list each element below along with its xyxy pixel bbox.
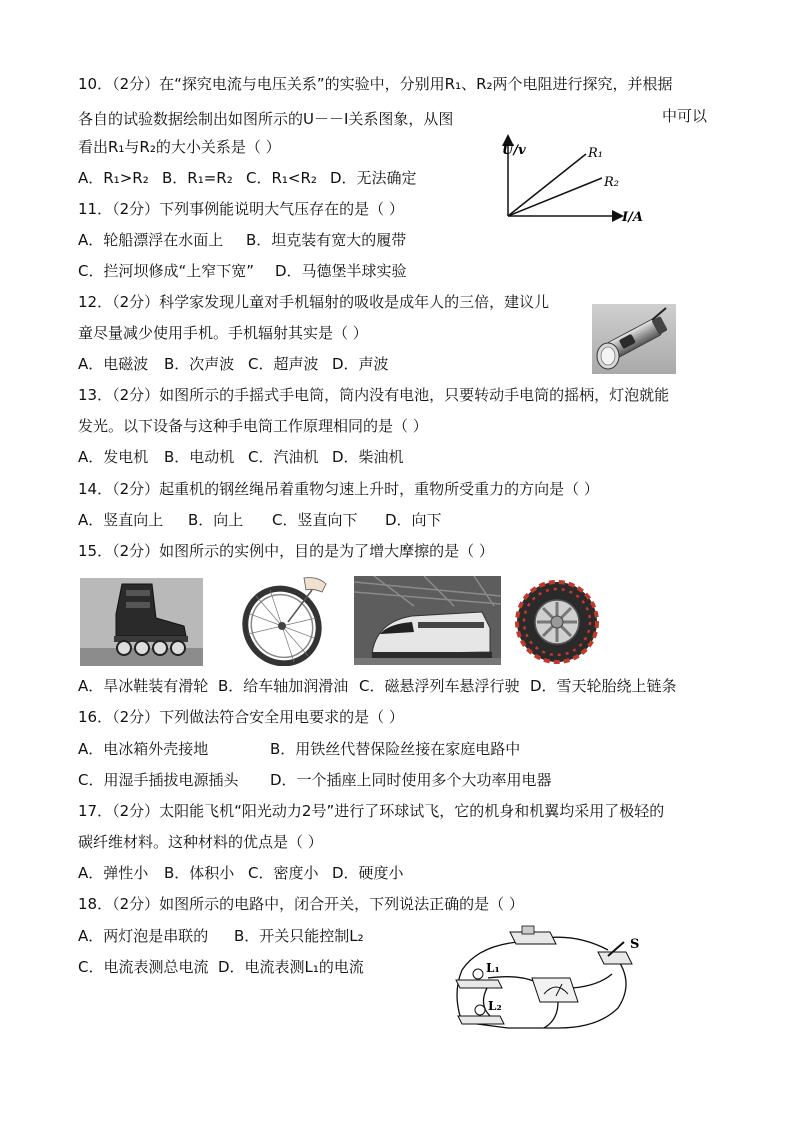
q15-option-c[interactable]: C．磁悬浮列车悬浮行驶	[359, 677, 520, 695]
q11-option-b[interactable]: B．坦克装有宽大的履带	[246, 231, 407, 249]
tire-chain-image	[512, 576, 602, 668]
q10-line-1: 10．（2分）在“探究电流与电压关系”的实验中，分别用R₁、R₂两个电阻进行探究，并根据	[78, 75, 673, 93]
q16-option-c[interactable]: C．用湿手插拔电源插头	[78, 771, 239, 789]
q17-option-a[interactable]: A．弹性小	[78, 864, 149, 882]
q12-option-b[interactable]: B．次声波	[164, 355, 235, 373]
q10-option-b[interactable]: B．R₁=R₂	[162, 169, 233, 187]
q15-option-d[interactable]: D．雪天轮胎绕上链条	[530, 677, 677, 695]
q18-option-d[interactable]: D．电流表测L₁的电流	[218, 958, 364, 976]
q10-line-3: 看出R₁与R₂的大小关系是（ ）	[78, 138, 281, 156]
circuit-lamp1-label: L₁	[486, 961, 500, 975]
q11-option-c[interactable]: C．拦河坝修成“上窄下宽”	[78, 262, 255, 280]
graph-r2-line	[508, 178, 602, 216]
q13-line-2: 发光。以下设备与这种手电筒工作原理相同的是（ ）	[78, 417, 428, 435]
q13-option-b[interactable]: B．电动机	[164, 448, 235, 466]
graph-r2-label: R₂	[604, 175, 619, 190]
q11-line-1: 11．（2分）下列事例能说明大气压存在的是（ ）	[78, 200, 404, 218]
q11-option-a[interactable]: A．轮船漂浮在水面上	[78, 231, 224, 249]
q16-option-d[interactable]: D．一个插座上同时使用多个大功率用电器	[270, 771, 552, 789]
q14-option-b[interactable]: B．向上	[188, 511, 244, 529]
q14-option-a[interactable]: A．竖直向上	[78, 511, 164, 529]
q13-line-1: 13．（2分）如图所示的手摇式手电筒，筒内没有电池，只要转动手电筒的摇柄，灯泡就能	[78, 386, 670, 404]
q17-option-b[interactable]: B．体积小	[164, 864, 235, 882]
q15-option-b[interactable]: B．给车轴加润滑油	[218, 677, 349, 695]
q14-option-c[interactable]: C．竖直向下	[272, 511, 358, 529]
graph-r1-line	[508, 154, 586, 216]
q12-option-a[interactable]: A．电磁波	[78, 355, 149, 373]
q12-line-1: 12．（2分）科学家发现儿童对手机辐射的吸收是成年人的三倍，建议儿	[78, 293, 550, 311]
graph-y-label: U/v	[502, 143, 526, 158]
q18-line-1: 18．（2分）如图所示的电路中，闭合开关，下列说法正确的是（ ）	[78, 895, 524, 913]
maglev-train-image	[354, 576, 501, 665]
q18-option-b[interactable]: B．开关只能控制L₂	[234, 927, 364, 945]
flashlight-image	[592, 304, 676, 374]
q14-option-d[interactable]: D．向下	[385, 511, 442, 529]
bicycle-wheel-image	[226, 574, 344, 666]
q12-option-c[interactable]: C．超声波	[248, 355, 319, 373]
circuit-lamp2-label: L₂	[488, 999, 502, 1013]
circuit-diagram	[448, 924, 648, 1032]
roller-skate-image	[80, 578, 203, 666]
q10-line-2-tail: 中可以	[662, 107, 708, 125]
q17-line-2: 碳纤维材料。这种材料的优点是（ ）	[78, 833, 323, 851]
q13-option-d[interactable]: D．柴油机	[332, 448, 404, 466]
graph-r1-label: R₁	[588, 146, 603, 161]
q10-option-c[interactable]: C．R₁<R₂	[246, 169, 317, 187]
q17-option-c[interactable]: C．密度小	[248, 864, 319, 882]
q15-line-1: 15．（2分）如图所示的实例中，目的是为了增大摩擦的是（ ）	[78, 542, 494, 560]
graph-x-label: I/A	[622, 210, 643, 224]
q17-line-1: 17．（2分）太阳能飞机“阳光动力2号”进行了环球试飞，它的机身和机翼均采用了极轻的	[78, 802, 665, 820]
q10-option-d[interactable]: D．无法确定	[330, 169, 417, 187]
q12-line-2: 童尽量减少使用手机。手机辐射其实是（ ）	[78, 324, 368, 342]
q18-option-c[interactable]: C．电流表测总电流	[78, 958, 209, 976]
q13-option-c[interactable]: C．汽油机	[248, 448, 319, 466]
q15-option-a[interactable]: A．旱冰鞋装有滑轮	[78, 677, 209, 695]
q10-option-a[interactable]: A．R₁>R₂	[78, 169, 149, 187]
q16-line-1: 16．（2分）下列做法符合安全用电要求的是（ ）	[78, 708, 404, 726]
q18-option-a[interactable]: A．两灯泡是串联的	[78, 927, 209, 945]
q14-line-1: 14．（2分）起重机的钢丝绳吊着重物匀速上升时，重物所受重力的方向是（ ）	[78, 480, 599, 498]
q17-option-d[interactable]: D．硬度小	[332, 864, 404, 882]
ui-graph-figure	[500, 132, 660, 224]
q16-option-a[interactable]: A．电冰箱外壳接地	[78, 740, 209, 758]
q11-option-d[interactable]: D．马德堡半球实验	[275, 262, 407, 280]
q16-option-b[interactable]: B．用铁丝代替保险丝接在家庭电路中	[270, 740, 521, 758]
q10-line-2: 各自的试验数据绘制出如图所示的U－－I关系图象，从图	[78, 110, 454, 128]
q12-option-d[interactable]: D．声波	[332, 355, 389, 373]
circuit-switch-label: S	[630, 937, 640, 952]
q13-option-a[interactable]: A．发电机	[78, 448, 149, 466]
